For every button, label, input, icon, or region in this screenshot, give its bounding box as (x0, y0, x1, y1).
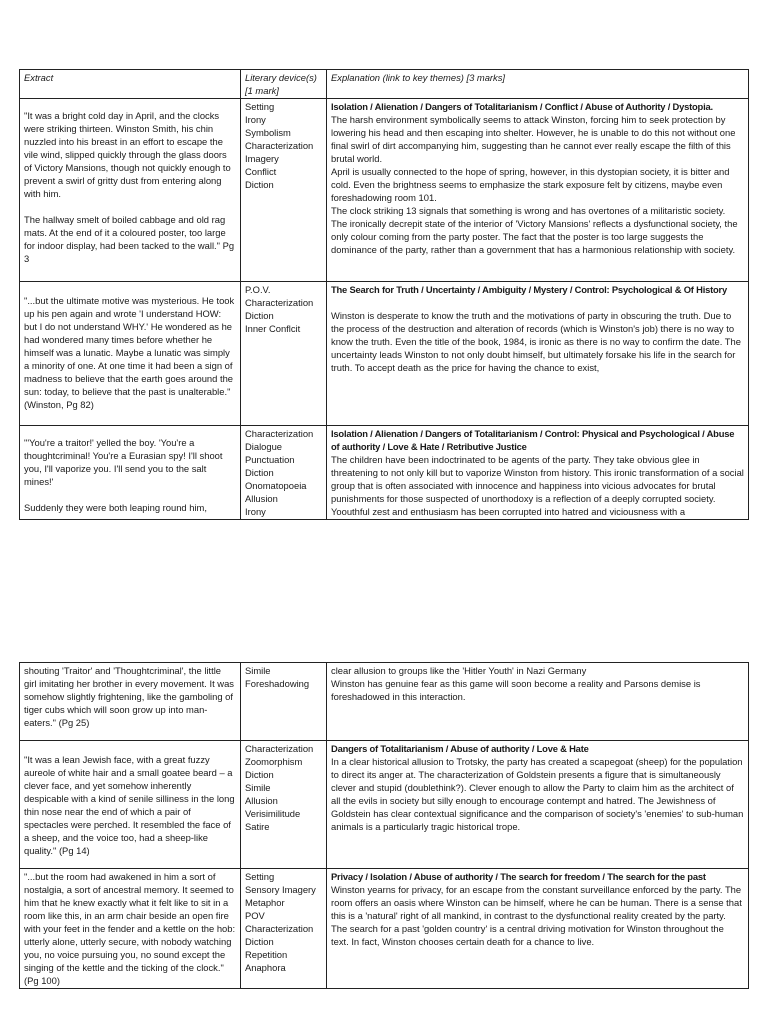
device-item: Diction (245, 936, 274, 947)
device-item: Characterization (245, 297, 314, 308)
device-item: Allusion (245, 795, 278, 806)
device-item: POV (245, 910, 265, 921)
device-item: P.O.V. (245, 284, 271, 295)
device-item: Irony (245, 506, 266, 517)
device-item: Diction (245, 310, 274, 321)
table-row (20, 99, 749, 282)
device-item: Setting (245, 101, 275, 112)
device-item: Verisimilitude (245, 808, 301, 819)
table-row (20, 869, 749, 989)
device-item: Imagery (245, 153, 279, 164)
explanation-text: In a clear historical allusion to Trotsky, the party has created a scapegoat (sheep) for the population to direct its anger at. The characterization of Goldstein presents a figure that is simultaneously clever and stupid (doublethink?). Clever enough to allow the Party to claim him as the architect of all the evils in society but silly enough to encourage contempt and hatred. The Jewishness of Goldstein has clear contextual significance and the comparison of society's 'enemies' to sub-human animals is a particularly tragic historical trope. (331, 756, 744, 832)
device-item: Dialogue (245, 441, 283, 452)
header-explanation: Explanation (link to key themes) [3 marks] (327, 70, 749, 99)
explanation-cell (327, 663, 749, 741)
theme-heading: Isolation / Alienation / Dangers of Totalitarianism / Conflict / Abuse of Authority / Dystopia. (331, 101, 713, 112)
table-header-row (20, 70, 749, 99)
extract-cell: "...but the ultimate motive was mysterious. He took up his pen again and wrote 'I understand HOW: but I do not understand WHY.' He wondered as he had wondered many times before whether he himself was a lunatic. Maybe a lunatic was simply a minority of one. At one time it had been a sign of madness to believe that the earth goes around the sun: today, to believe that the past is unalterable." (Winston, Pg 82) (20, 282, 241, 426)
device-cell (241, 869, 327, 989)
device-item: Foreshadowing (245, 678, 310, 689)
device-item: Characterization (245, 743, 314, 754)
theme-heading: The Search for Truth / Uncertainty / Ambiguity / Mystery / Control: Psychological & Of History (331, 284, 728, 295)
device-item: Diction (245, 769, 274, 780)
device-item: Allusion (245, 493, 278, 504)
device-item: Repetition (245, 949, 288, 960)
device-cell (241, 663, 327, 741)
device-item: Anaphora (245, 962, 286, 973)
device-cell (241, 99, 327, 282)
explanation-text: The children have been indoctrinated to be agents of the party. They take obvious glee in threatening to not only kill but to vaporize Winston from history. This ironic transformation of a social group that is often associated with innocence and happiness into vicious advocates for brutal punishments for those suspected of unorthodoxy is a reflection of a deeply corrupted society. Yoouthful zest and enthusiasm has been corrupted into hatred and viciousness with a (331, 454, 744, 517)
analysis-table-page-1 (19, 69, 749, 520)
device-item: Sensory Imagery (245, 884, 316, 895)
device-item: Diction (245, 179, 274, 190)
extract-cell: "It was a lean Jewish face, with a great fuzzy aureole of white hair and a small goatee beard – a clever face, and yet somehow inherently despicable with a kind of senile silliness in the long thin nose near the end of which a pair of spectacles were perched. It resembled the face of a sheep, and the voice too, had a sheep-like quality." (Pg 14) (20, 741, 241, 869)
device-item: Metaphor (245, 897, 285, 908)
device-item: Onomatopoeia (245, 480, 307, 491)
device-item: Symbolism (245, 127, 291, 138)
device-item: Characterization (245, 428, 314, 439)
extract-cell: "'You're a traitor!' yelled the boy. 'You're a thoughtcriminal! You're a Eurasian spy! I'll shoot you, I'll vaporize you. I'll send you to the salt mines!' Suddenly they were both leaping round him, (20, 426, 241, 520)
explanation-text: The harsh environment symbolically seems to attack Winston, forcing him to seek protection by lowering his head and then escaping into shelter. However, he is unable to do this not without one final swirl of dirt accompanying him, suggesting than he cannot ever really escape the filth of this brutal world. April is usually connected to the hope of spring, however, in this dystopian society, it is bitter and cold. Even the brightness seems to emphasize the stark exposure felt by citizens, maybe even foreshadowing room 101. The clock striking 13 signals that something is wrong and has overtones of a militaristic society. The ironically decrepit state of the interior of 'Victory Mansions' reflects a dysfunctional society, the only colour coming from the party poster. The fact that the poster is too large suggests the dominance of the party, rather than a government that has a harmonious relationship with society. (331, 114, 738, 255)
table-row (20, 282, 749, 426)
table-row (20, 663, 749, 741)
device-item: Conflict (245, 166, 277, 177)
device-cell (241, 426, 327, 520)
explanation-text: Winston yearns for privacy, for an escape from the constant surveillance enforced by the party. The room offers an oasis where Winston can be himself, where he can be human. There is a sense that this is a 'natural' right of all mankind, in contrast to the dysfunctional reality created by the party. The search for a past 'golden country' is a central driving motivation for Winston throughout the text. In fact, Winston chooses certain death for a chance to live. (331, 884, 742, 947)
device-item: Inner Conflcit (245, 323, 301, 334)
device-item: Punctuation (245, 454, 295, 465)
explanation-cell (327, 741, 749, 869)
device-item: Simile (245, 782, 271, 793)
extract-cell: "...but the room had awakened in him a sort of nostalgia, a sort of ancestral memory. It seemed to him that he knew exactly what it felt like to sit in a room like this, in an arm chair beside an open fire with your feet in the fender and a kettle on the hob: utterly alone, utterly secure, with nobody watching you, no voice pursuing you, no sound except the singing of the kettle and the ticking of the clock." (Pg 100) (20, 869, 241, 989)
explanation-cell (327, 282, 749, 426)
theme-heading: Isolation / Alienation / Dangers of Totalitarianism / Control: Physical and Psychological / Abuse of authority / Love & Hate / Retributive Justice (331, 428, 735, 452)
device-item: Characterization (245, 140, 314, 151)
analysis-table-page-2 (19, 662, 749, 989)
device-item: Diction (245, 467, 274, 478)
explanation-text: Winston is desperate to know the truth and the motivations of party in obscuring the truth. Due to the process of the destruction and alteration of records (which is Winston's job) there is no way to know the truth. Even the title of the book, 1984, is ironic as there is no way to confirm the date. The uncertainty leads Winston to not only doubt himself, but ultimately forsake his life in the search for truth. To accept death as the price for having the chance to exist, (331, 310, 741, 373)
explanation-text: clear allusion to groups like the 'Hitler Youth' in Nazi Germany Winston has genuine fear as this game will soon become a reality and Parsons demise is foreshadowed in this interaction. (331, 665, 701, 702)
device-item: Characterization (245, 923, 314, 934)
theme-heading: Dangers of Totalitarianism / Abuse of authority / Love & Hate (331, 743, 589, 754)
explanation-cell (327, 869, 749, 989)
explanation-cell (327, 99, 749, 282)
device-item: Zoomorphism (245, 756, 303, 767)
device-cell (241, 282, 327, 426)
header-extract: Extract (20, 70, 241, 99)
extract-cell: "It was a bright cold day in April, and the clocks were striking thirteen. Winston Smith, his chin nuzzled into his breast in an effort to escape the vile wind, slipped quickly through the glass doors of Victory Mansions, though not quickly enough to prevent a swirl of gritty dust from entering along with him. The hallway smelt of boiled cabbage and old rag mats. At the end of it a coloured poster, too large for indoor display, had been tacked to the wall." Pg 3 (20, 99, 241, 282)
device-item: Irony (245, 114, 266, 125)
device-item: Simile (245, 665, 271, 676)
extract-cell: shouting 'Traitor' and 'Thoughtcriminal', the little girl imitating her brother in every movement. It was somehow slightly frightening, like the gamboling of tiger cubs which will soon grow up into man-eaters." (Pg 25) (20, 663, 241, 741)
device-cell (241, 741, 327, 869)
table-row (20, 426, 749, 520)
header-device: Literary device(s) [1 mark] (241, 70, 327, 99)
explanation-cell (327, 426, 749, 520)
theme-heading: Privacy / Isolation / Abuse of authority / The search for freedom / The search for the past (331, 871, 706, 882)
device-item: Satire (245, 821, 270, 832)
table-row (20, 741, 749, 869)
device-item: Setting (245, 871, 275, 882)
